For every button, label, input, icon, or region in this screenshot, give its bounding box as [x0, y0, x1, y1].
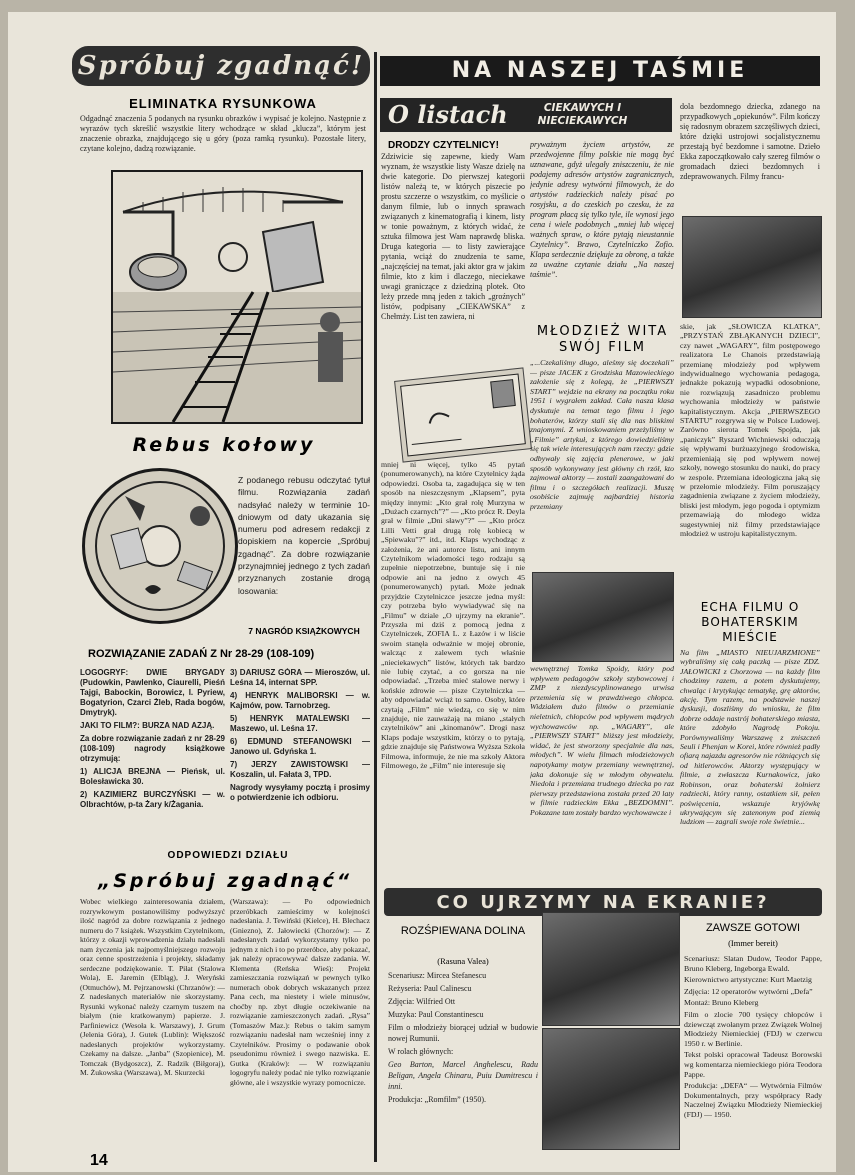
- photo-film2: [542, 1028, 680, 1150]
- contest-intro: Odgadnąć znaczenia 5 podanych na rysunku obrazków i wypisać je kolejno. Następnie z wyrazów tych skreślić wszystkie litery wchodzące w skład „klucza”, którym jest znaczenie obrazka, znajdującego się u góry (poza ramką rysunku). Pozostałe litery, czytane kolejno, dadzą rozwiązanie.: [80, 114, 366, 153]
- credit-line: Montaż: Bruno Kleberg: [684, 998, 759, 1008]
- credit-line: Zdjęcia: 12 operatorów wytwórni „Defa”: [684, 986, 813, 996]
- column-divider: [374, 52, 377, 1162]
- credit-line: Film o młodzieży biorącej udział w budowie nowej Rumunii.: [388, 1023, 538, 1043]
- solution-item: Nagrody wysyłamy pocztą i prosimy o potwierdzenie ich odbioru.: [230, 783, 370, 802]
- film2-credits: [684, 954, 822, 1162]
- envelope-svg: [395, 369, 531, 462]
- credit-line: Film o zlocie 700 tysięcy chłopców i dziewcząt zwołanym przez Związek Wolnej Młodzieży Niemieckiej (FDJ) w czerwcu 1950 r. w Berlinie.: [684, 1009, 822, 1048]
- photo-group: [682, 216, 822, 318]
- echo-title: ECHA FILMU O BOHATERSKIM MIEŚCIE: [700, 600, 800, 644]
- prize-text: 7 NAGRÓD KSIĄŻKOWYCH: [248, 626, 360, 636]
- solution-item: LOGOGRYF: DWIE BRYGADY (Pudowkin, Pawlenko, Ciaurelli, Pieśń Tajgi, Babockin, Borowicz, I. Pyriew, Bogatyrion, Czarci Żleb, Rada bogów, Dmytryk).: [80, 668, 225, 717]
- youth-col1: „...Czekaliśmy długo, aleśmy się doczekali” — pisze JACEK z Grodziska Mazowieckiego założenie się z kolegą, że „PIERWSZY START” wejdzie na ekrany na początku roku 1951 i wygrałem zakład. Cała nasza klasa dyskutuje na temat tego filmu i jego bohaterów, którzy stali się dla nas bliskimi znajomymi. Z wnioskowaniem przeżyliśmy w „Filmie” artykuł, z którego dowiedzieliśmy się tak wiele interesujących nam rzeczy: gdzie odbywały się zajęcia plenerowe, w jaki sposób wykonywany jest główny ch rzół, kto zajmował aktorzy — zostali zaangażowani do filmu i o szczegółach realizacji. Muszę osobiście zajmuję najbardziej historia przemiany: [530, 358, 674, 511]
- credit-line: Kierownictwo artystyczne: Kurt Maetzig: [684, 975, 812, 985]
- credit-line: Scenariusz: Slatan Dudow, Teodor Pappe, Bruno Kleberg, Ingeborga Ewald.: [684, 954, 822, 973]
- rebus-circle: [82, 468, 238, 624]
- letters-subtitle: CIEKAWYCH I NIECIEKAWYCH: [537, 102, 628, 127]
- photo-classroom: [532, 572, 674, 662]
- solution-item: Za dobre rozwiązanie zadań z nr 28-29 (108-109) nagrody książkowe otrzymują:: [80, 734, 225, 763]
- credit-line: W rolach głównych:: [388, 1047, 454, 1056]
- masthead-text: NA NASZEJ TAŚMIE: [451, 58, 749, 83]
- rebus-text: Z podanego rebusu odczytać tytuł filmu. Rozwiązania zadań nadsyłać należy w terminie 10-dniowym od daty ukazania się numeru pod adresem redakcji z dopiskiem na kopercie „Spróbuj zgadnąć”. Za dobre rozwiązanie przynajmniej jednego z tych zadań przyznanych zostanie drogą losowania:: [238, 475, 370, 596]
- credit-line: Scenariusz: Mircea Stefanescu: [388, 971, 487, 980]
- credit-line: Tekst polski opracował Tadeusz Borowski wg komentarza niemieckiego pióra Teodora Pappe.: [684, 1050, 822, 1079]
- film2-orig: (Immer bereit): [728, 938, 778, 948]
- echo-text: Na film „MIASTO NIEUJARZMIONE” wybraliśmy się całą paczką — pisze ZDZ. JAŁOWICKI z Chorzowa — na każdy film chodzimy razem, a potem dyskutujemy, chwaląc i krytykując tematykę, grę aktorów, akcję. Tym razem, na podstawie naszej dyskusji, doszliśmy do wniosku, że film dobrze oddaje nastrój bohaterskiego miasta, które zdobyło Nagrodę Pokoju. Porównywaliśmy Warszawę z zniszczeń Seuli i Phenjan w Korei, które również padły ofiarą najazdu agresorów nie różniących się od hitlerowców. Aktorzy występujący w filmie, a zwłaszcza Kurnakowicz, jako Robinson, oraz bohaterski żołnierz radziecki, który ranny, ostatkiem sił, pełen poświęcenia, wskazuje kryjówkę ukrywającym się zatenonym pod ziemią ludziom — zagrali swoje role świetnie...: [680, 648, 820, 827]
- credit-line: Reżyseria: Paul Calinescu: [388, 984, 472, 993]
- contest-drawing: [111, 170, 363, 424]
- rebus-title: Rebus kołowy: [132, 434, 316, 456]
- drawing-svg: [113, 172, 361, 422]
- solution-item: 2) KAZIMIERZ BURCZYŃSKI — w. Olbrachtów, p-ta Żary k/Żagania.: [80, 790, 225, 809]
- credit-line: Zdjęcia: Wilfried Ott: [388, 997, 456, 1006]
- credit-line: Produkcja: „DEFA“ — Wytwórnia Filmów Dokumentalnych, przy współpracy Rady Naczelnej Związku Młodzieży Niemieckiej (FDJ) — 1950.: [684, 1081, 822, 1119]
- letters-col3: mniej ni więcej, tylko 45 pytań (ponumerowanych), na które Czytelnicy żąda odpowiedzi. Osoba ta, zagadująca się w ten sposób na nieszczęsnym „Klapsem”, pyta między innymi: „Kto grał rolę Murzyna w „Dużach czarnych”?” — „Kto prócz R. Deyla grał w filmie „Dni sławy”?” — „Kto prócz Lilli Vetti grał drugą rolę kobiecą w „Spiewaku”?” itd., itd. Klaps wychodząc z założenia, że ani autorce listu, ani innym Czytelnikom wiadomości tego rodzaju są zupełnie niepotrzebne, buntuje się i nie odpowie ani na jedno z owych 45 (ponumerowanych) pytań. Może jednak przyjdzie Czytelniczce jeszcze jedna myśl: czy potrzeba było wywiadywać się na „Filmu” w dziale „O ujrzymy na ekranie”. Przyszła mi dziś z pomocą jedna z Czytelniczek, ZOFIA L. z Łazów i w liście swoim stanęła odważnie w mojej obronie, walcząc z zalewem tych właśnie „nieciekawych” listów, których tak bardzo nie lubię czytać, a co gorsza na nie odpowiadać. „Trzeba mieć stalowe nerwy i końskie zdrowie — pisze Czytelniczka — aby odpowiadać wciąż to samo. Osoby, które czytają „Film” nie wiedzą, co się w nim znajduje, nie zauważają na miano „stałych czytelników” ani „kinomanów”. Drogi nasz Klaps podaje wszystkim, którzy o to pytają, gdzie znajduje się Państwowa Wyższa Szkoła Filmowa, informuje, że nie ma szkoły Aktora Filmowego, że „Film” nie interesuje się: [381, 460, 525, 770]
- youth-col3: skie, jak „SŁOWICZA KLATKA”, „PRZYSTAŃ ZBŁĄKANYCH DZIECI”, czy nawet „WAGARY”, film postępowego realizatora Le Chanois przedstawiają przemianę młodzieży pod wpływem indywidualnego wychowania pedagoga, jednakże pokazują wypadki odosobnione, nie rozwiązują zasadniczo problemu wychowania młodzieży w państwie kapitalistycznym. Akcja „PIERWSZEGO STARTU” rozgrywa się w Polsce Ludowej. Zarówno sierota Tomek Spojda, jak „paniczyk” Ryszard Wichniewski oduczają się wpływami burżuazyjnego środowiska, przemieniają się pod wpływem nowej szkoły, nowego stosunku do nauki, do pracy w zespole. Przemiana ideologiczna jaką się w przełomie młodzieży. Film poruszający zagadnienia związane z życiem młodzieży, bliski jest młodym, jego pogoda i optymizm przemawiają do młodego widza sugestywniej niż filmy przedstawiające młodzież w ustroju kapitalistycznym.: [680, 322, 820, 538]
- youth-title: MŁODZIEŻ WITA SWÓJ FILM: [536, 324, 669, 355]
- left-banner-text: Spróbuj zgadnąć!: [77, 51, 365, 81]
- solution-item: 3) DARIUSZ GÓRA — Mieroszów, ul. Leśna 14, internat SPP.: [230, 668, 370, 687]
- letters-col1: Zdziwicie się zapewne, kiedy Wam wyznam, że wszystkie listy Wasze dzielę na dwie kategorie. Do pierwszej kategorii listów należą te, w których piszecie po prostu szczerze o wszystkim, co myślicie o danym filmie, lub o innych sprawach związanych z kinematografią i kinem, listy w tonie poważnym, z których widać, że sztuka filmowa jest Wam naprawdę bliska. Druga kategoria — to listy zawierające pytania, wciąż do znudzenia te same, „najczęściej na temat, jaki aktor gra w jakim filmie, kto z kim i dlaczego, nieciekawe uwagi graniczące z dziedziną plotek. Oto leży przede mną jeden z takich „groźnych” listów, podpisany „CIEKAWSKA” z Chełmży. List ten zawiera, ni: [381, 152, 525, 321]
- left-banner: [72, 46, 370, 86]
- film1-orig: (Rasuna Valea): [437, 956, 489, 966]
- magazine-page: [8, 12, 836, 1172]
- contest-title: ELIMINATKA RYSUNKOWA: [129, 96, 317, 111]
- solution-item: 5) HENRYK MATALEWSKI — Maszewo, ul. Leśna 17.: [230, 714, 370, 733]
- solution-item: 7) JERZY ZAWISTOWSKI — Koszalin, ul. Fałata 3, TPD.: [230, 760, 370, 779]
- solutions-col2: [230, 668, 370, 863]
- film1-title: ROZŚPIEWANA DOLINA: [400, 925, 526, 937]
- solutions-title: ROZWIĄZANIE ZADAŃ Z Nr 28-29 (108-109): [88, 648, 315, 660]
- youth-col2: wewnętrznej Tomka Spoidy, który pod wpływem pedagogów szkoły szybowcowej i ZMP z niezdyscyplinowanego urwisa przemienia się w prawdziwego chłopca. Widziałem dużo filmów o przemianie nieletnich, chłopców pod wpływem mądrych wychowawców np. „WAGARY”, ale „PIERWSZY START” bliższy jest młodzieży, widać, że jest stworzony specjalnie dla nas, młodych”. W wielu filmach młodzieżowych napotykamy motyw przemiany wewnętrznej, jaka dokonuje się w młodym obywatelu. Niedola i przemiana trudnego dziecka po raz pierwszy przedstawiona została przed 20 laty w filmie radzieckim Ekka „BEZDOMNI”. Pokazane tam zostały bardzo wychowawcze i: [530, 664, 674, 817]
- rightcol-top: dola bezdomnego dziecka, zdanego na przypadkowych „opiekunów”. Film kończy się radosnym obrazem szczęśliwych dzieci, które dzięki ustrojowi socjalistycznemu przestają być bezdomne i samotne. Dzieło Ekka zapoczątkowało cały szereg filmów o gromadach dzieci bezdomnych i zdeprawowanych. Filmy francu-: [680, 102, 820, 181]
- letters-col2: pryważnym życiem artystów, ze przedwojenne filmy polskie nie mogą być uznawane, gdyż ulegały zniszczeniu, że nie podajemy adresów artystów zagranicznych, jedynie adresy wytwórni filmowych, że do artystów radzieckich należy pisać po rosyjsku, a do czeskich po czesku, że za program płacą się tylko tyle, ile wynosi jego cena i wiele podobnych „mniej lub więcej ważnych spraw, o które pytają nieustannie Czytelnicy”. Brawo, Czytelniczko Zofio. Klapa serdecznie dziękuje za obronę, a także za uważne czytanie działu „Na naszej taśmie”.: [530, 140, 674, 279]
- answers-col1: Wobec wielkiego zainteresowania działem, rozrywkowym postanowiliśmy podwyższyć ilość nagród za dobre rozwiązania z jednego numeru do 7 książek. Wszystkim Czytelnikom, którzy z okazji wprowadzenia działu nadesłali nam życzenia jak najpomyślniejszego rozwoju oraz cenne spostrzeżenia i projekty, składamy serdeczne podziękowanie. T. Piłat (Stalowa Wola), E. Jaremin (Elbląg), J. Weryński (Otmuchów), M. Pejrzanowski (Chrzanów): — Z nadesłanych materiałów nie skorzystamy. Rysunki wykonać należy czarnym tuszem na białym (nie kratkowanym) papierze. J. Parfiniewicz (Wesoła k. Warszawy), J. Grum (Jelenia Góra), J. Gutek (Lublin): Większość nadesłanych projektów wykorzystamy. Czekamy na dalsze. „Janba” (Szopienice), M. Tomczak (Bydgoszcz), Z. Radzik (Biłgoraj), M. Żukowska (Warszawa), M. Skurzecki: [80, 897, 225, 1077]
- rebus-svg: [85, 471, 235, 621]
- solution-item: 6) EDMUND STEFANOWSKI — Janowo ul. Gdyńska 1.: [230, 737, 370, 756]
- solutions-col1: [80, 668, 225, 863]
- letters-title: O listach: [388, 100, 508, 129]
- answers-title: ODPOWIEDZI DZIAŁU: [167, 850, 289, 861]
- solution-item: 1) ALICJA BREJNA — Pieńsk, ul. Bolesławicka 30.: [80, 767, 225, 786]
- film2-title: ZAWSZE GOTOWI: [705, 922, 801, 934]
- credit-line: Produkcja: „Romfilm” (1950).: [388, 1095, 486, 1104]
- credit-line: Geo Barton, Marcel Anghelescu, Radu Beligan, Angela Chinaru, Puiu Dumitrescu i inni.: [388, 1060, 538, 1091]
- letters-header: [380, 98, 672, 132]
- letters-greeting: DRODZY CZYTELNICY!: [388, 140, 499, 151]
- answers-banner: „Spróbuj zgadnąć“: [98, 870, 353, 892]
- envelope-image: [394, 367, 532, 462]
- screen-banner-text: CO UJRZYMY NA EKRANIE?: [436, 891, 770, 913]
- page-number: 14: [90, 1152, 108, 1169]
- photo-film1: [542, 912, 680, 1026]
- masthead: [380, 56, 820, 86]
- film1-credits: [388, 970, 538, 1160]
- answers-col2: (Warszawa): — Po odpowiednich przeróbkach zamieścimy w kolejności nadesłania. J. Tewiński (Kielce), H. Blechacz (Gniezno), Z. Jałowiecki (Chorzów): — Z nadesłanych zadań wykorzystamy tylko po jednym z nich i to po przeróbce, aby pokazać, jak należy opracowywać dalsze zadania. W. Klementa (Reńska Wieś): Projekt zamieszczania rozwiązań w pewnych tylko numerach obok dobrych wskazanych przez Pana cech, ma niestety i wiele minusów, choćby np. zbyt długie oczekiwanie na rozwiązanie zamieszczonych zadań. „Rysa” (Tomaszów Maz.): Rebus o takim samym rozwiązaniu nadesłał nam wcześniej inny z Czytelników. Prosimy o podawanie obok pseudonimu również i swego nazwiska. E. Gutka (Kraków): — W rozwiązaniu logogryfu należy podać nie tylko rozwiązanie główne, ale i wszystkie wyrazy pomocnicze.: [230, 897, 370, 1087]
- solution-item: JAKI TO FILM?: BURZA NAD AZJĄ.: [80, 721, 215, 730]
- solution-item: 4) HENRYK MALIBORSKI — w. Kajmów, pow. Tarnobrzeg.: [230, 691, 370, 710]
- credit-line: Muzyka: Paul Constantinescu: [388, 1010, 484, 1019]
